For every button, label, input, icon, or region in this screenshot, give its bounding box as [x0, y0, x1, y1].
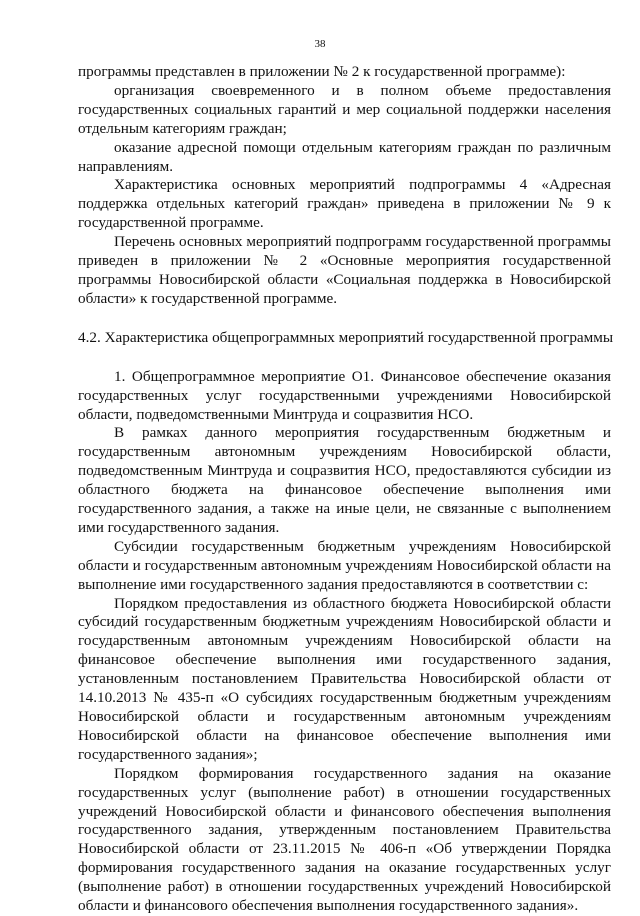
- paragraph-continuation: программы представлен в приложении № 2 к государственной программе):: [78, 63, 566, 80]
- paragraph-list-item-guarantees: организация своевременного и в полном объеме предоставления государственных социальных гарантий и мер социальной поддержки населения отдельным категориям граждан;: [78, 81, 611, 137]
- paragraph-list-item-targeted-help: оказание адресной помощи отдельным категориям граждан по различным направлениям.: [78, 138, 611, 175]
- paragraph-procedure-435p: Порядком предоставления из областного бюджета Новосибирской области субсидий государственным бюджетным учреждениям Новосибирской области и государственным автономным учреждениям Новосибирской области на финансовое обеспечение выполнения ими государственного задания, установленным постановлением Правительства Новосибирской области от 14.10.2013 № 435-п «О субсидиях государственным бюджетным учреждениям Новосибирской области и государственным автономным учреждениям Новосибирской области на финансовое обеспечение выполнения ими государственного задания»;: [78, 594, 611, 763]
- paragraph-activity-o1: 1. Общепрограммное мероприятие О1. Финансовое обеспечение оказания государственных услуг государственными учреждениями Новосибирской области, подведомственными Минтруда и соцразвития НСО.: [78, 367, 611, 423]
- paragraph-main-activities-list: Перечень основных мероприятий подпрограмм государственной программы приведен в приложении № 2 «Основные мероприятия государственной программы Новосибирской области «Социальная поддержка в Новосибирской области» к государственной программе.: [78, 233, 611, 307]
- paragraph-subsidies-provided: В рамках данного мероприятия государственным бюджетным и государственным автономным учреждениям Новосибирской области, подведомственным Минтруда и соцразвития НСО, предоставляются субсидии из областного бюджета на финансовое обеспечение выполнения ими государственного задания, а также на иные цели, не связанные с выполнением ими государственного задания.: [78, 424, 611, 536]
- page-number: 38: [314, 38, 326, 50]
- paragraph-procedure-406p: Порядком формирования государственного задания на оказание государственных услуг (выполнение работ) в отношении государственных учреждений Новосибирской области и финансового обеспечения выполнения государственного задания, утвержденным постановлением Правительства Новосибирской области от 23.11.2015 № 406-п «Об утверждении Порядка формирования государственного задания на оказание государственных услуг (выполнение работ) в отношении государственных учреждений Новосибирской области и финансового обеспечения выполнения государственного задания».: [78, 764, 611, 915]
- paragraph-subsidies-according-to: Субсидии государственным бюджетным учреждениям Новосибирской области и государственным автономным учреждениям Новосибирской области на выполнение ими государственного задания предоставляются в соответствии с:: [78, 537, 611, 593]
- document-body: [78, 63, 614, 916]
- section-heading: 4.2. Характеристика общепрограммных мероприятий государственной программы: [78, 328, 614, 346]
- paragraph-subprogram-4: Характеристика основных мероприятий подпрограммы 4 «Адресная поддержка отдельных категорий граждан» приведена в приложении № 9 к государственной программе.: [78, 176, 611, 232]
